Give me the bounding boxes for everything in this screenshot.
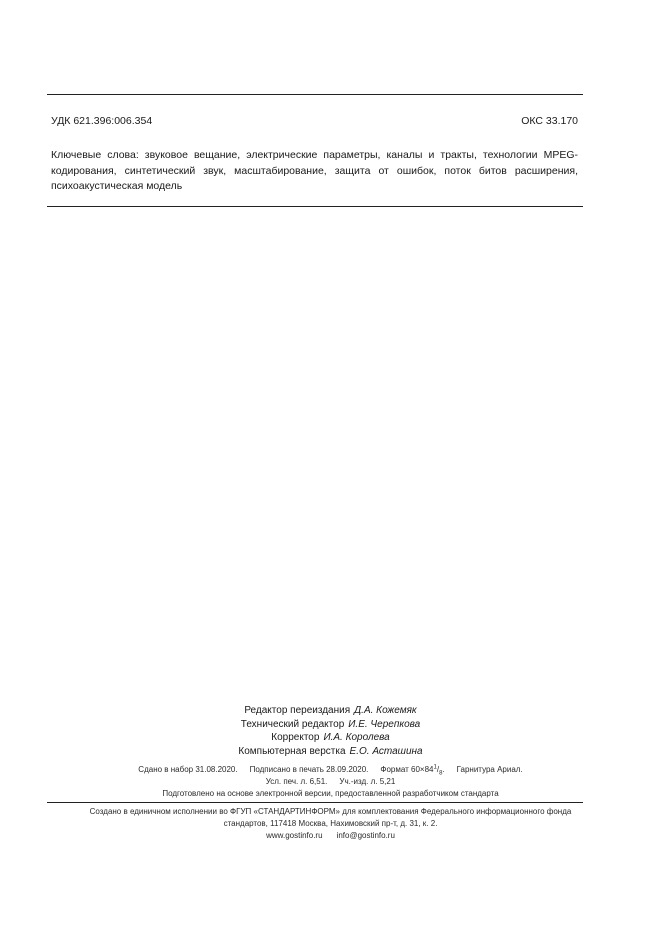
credit-name: И.Е. Черепкова [348,718,421,730]
credit-role: Корректор [271,732,320,743]
credit-role: Компьютерная верстка [238,745,346,757]
footer-line-2: стандартов, 117418 Москва, Нахимовский пр-т, д. 31, к. 2. [223,819,438,828]
credits-block [0,704,661,758]
footer-line-1: Создано в единичном исполнении во ФГУП «СТАНДАРТИНФОРМ» для комплектования Федерального информационного фонда [89,807,572,816]
top-rule [47,94,583,95]
website-link[interactable]: www.gostinfo.ru [266,831,323,840]
footer-contacts [0,830,661,842]
credit-role: Редактор переиздания [244,705,351,716]
email-link[interactable]: info@gostinfo.ru [336,831,395,840]
credit-layout [0,745,661,759]
submitted-date: Сдано в набор 31.08.2020. [138,765,238,774]
pub-sheets: Уч.-изд. л. 5,21 [339,777,396,786]
format-numerator: 1 [433,764,437,771]
print-sheets: Усл. печ. л. 6,51. [265,777,328,786]
format-denominator: 8 [439,770,443,777]
footer-rule [47,802,583,803]
prepared-note: Подготовлено на основе электронной версии, предоставленной разработчиком стандарта [162,789,499,798]
signed-date: Подписано в печать 28.09.2020. [249,765,369,774]
credit-proofreader [0,731,661,745]
credit-tech-editor [0,718,661,732]
udk-code: УДК 621.396:006.354 [51,115,153,127]
keywords-paragraph: Ключевые слова: звуковое вещание, электрические параметры, каналы и тракты, технологии MPEG-кодирования, синтетический звук, масштабирование, защита от ошибок, поток битов расширения, психоакустическая модель [51,149,578,192]
credit-name: И.А. Королева [323,732,390,743]
typeface: Гарнитура Ариал. [456,765,523,774]
credit-role: Технический редактор [240,718,345,730]
credit-name: Д.А. Кожемяк [354,705,417,716]
publication-info [0,764,661,800]
publication-line-2 [0,776,661,788]
oks-code: ОКС 33.170 [521,115,578,127]
credit-editor [0,704,661,718]
keywords-bottom-rule [47,206,583,207]
paper-format: Формат $60\times 84^1/_8$. [380,764,445,777]
publication-line-1 [0,764,661,776]
credit-name: Е.О. Асташина [349,745,423,757]
footer [0,806,661,842]
